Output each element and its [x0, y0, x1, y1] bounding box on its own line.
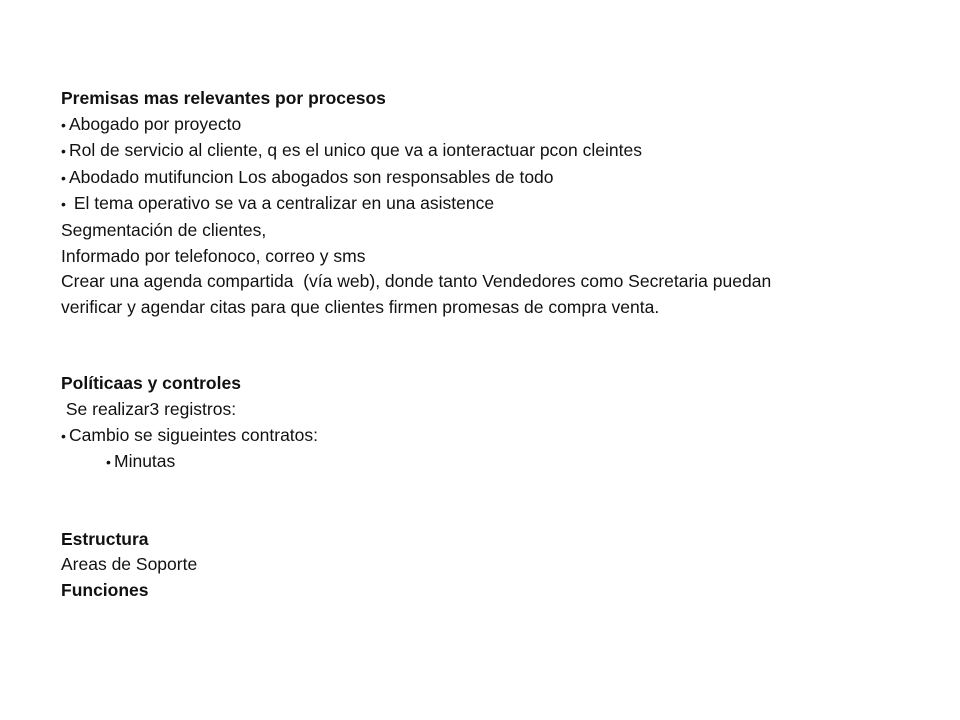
bullet-text: Cambio se sigueintes contratos: — [69, 424, 319, 445]
premisas-heading: Premisas mas relevantes por procesos — [61, 88, 386, 108]
bullet-text: El tema operativo se va a centralizar en una asistence — [69, 193, 495, 214]
premisas-bullet-item — [61, 165, 921, 192]
agenda-paragraph: Crear una agenda compartida (vía web), donde tanto Vendedores como Secretaria puedan verificar y agendar citas para que clientes firmen promesas de compra venta. — [61, 271, 777, 317]
bullet-text: Abodado mutifuncion Los abogados son responsables de todo — [69, 166, 554, 187]
registros-line: Se realizar3 registros: — [61, 398, 237, 419]
bullet-icon: • — [61, 143, 66, 160]
areas-soporte-line: Areas de Soporte — [61, 554, 198, 575]
premisas-bullet-item — [61, 112, 921, 139]
bullet-icon: • — [61, 116, 66, 133]
section-spacer — [61, 476, 921, 527]
premisas-bullet-item — [61, 138, 921, 165]
bullet-icon: • — [61, 196, 66, 213]
bullet-icon: • — [61, 427, 66, 444]
bullet-icon: • — [106, 454, 111, 471]
section-spacer — [61, 320, 921, 371]
informado-line: Informado por telefonoco, correo y sms — [61, 245, 366, 266]
politicas-sub-bullet-item — [61, 449, 921, 476]
politicas-heading: Políticaas y controles — [61, 373, 241, 394]
bullet-text: Rol de servicio al cliente, q es el unico que va a ionteractuar pcon cleintes — [69, 140, 642, 161]
bullet-icon: • — [61, 169, 66, 186]
slide-text-body — [61, 86, 921, 604]
bullet-text: Minutas — [114, 451, 176, 472]
estructura-heading: Estructura — [61, 528, 149, 549]
segmentacion-line: Segmentación de clientes, — [61, 219, 267, 240]
politicas-bullet-item — [61, 423, 921, 450]
premisas-bullet-item — [61, 191, 921, 218]
bullet-text: Abogado por proyecto — [69, 113, 242, 134]
funciones-heading: Funciones — [61, 579, 149, 600]
